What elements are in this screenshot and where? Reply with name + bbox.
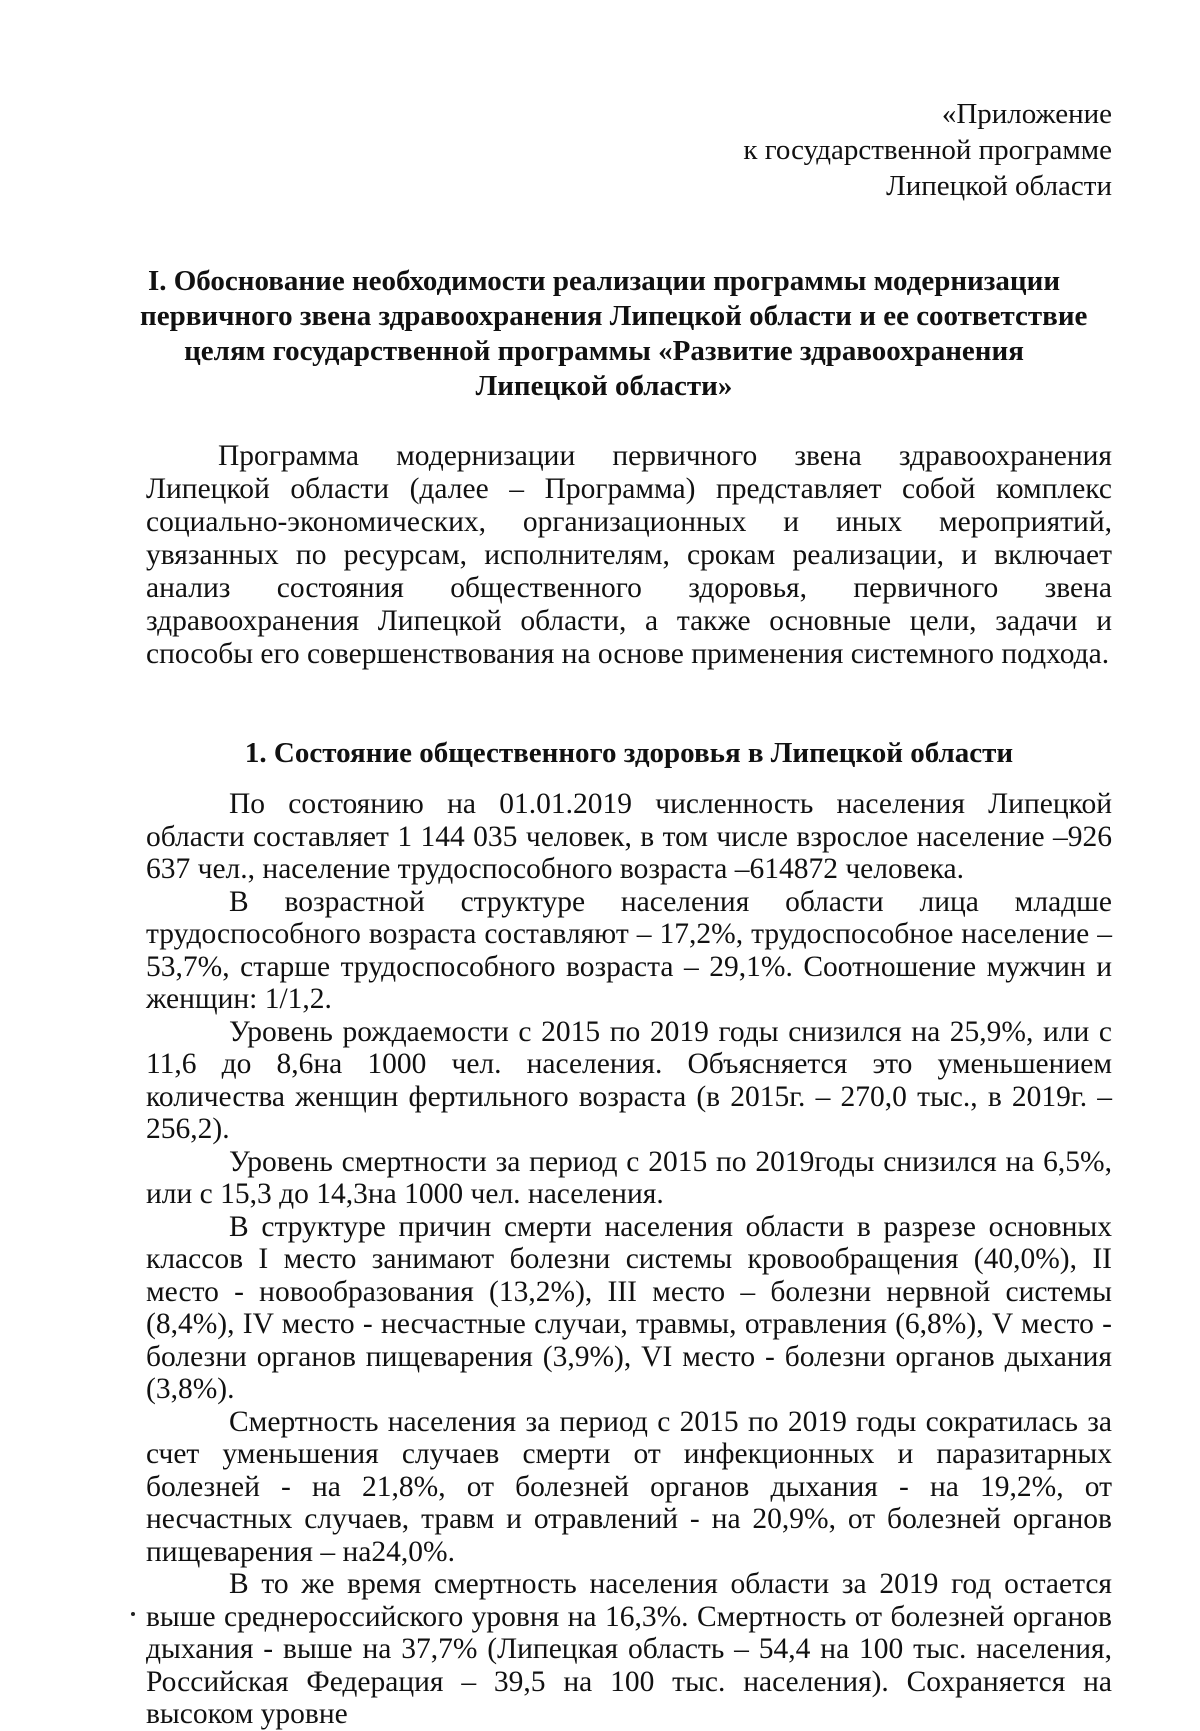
paragraph-age-structure: В возрастной структуре населения области лица младше трудоспособного возраста составляют – 17,2%, трудоспособное население – 53,7%, старше трудоспособного возраста – 29,1%. Соотношение мужчин и женщин: 1/1,2. — [146, 885, 1112, 1015]
paragraph-death-causes: В структуре причин смерти населения области в разрезе основных классов I место занимают болезни системы кровообращения (40,0%), II место - новообразования (13,2%), III место – болезни нервной системы (8,4%), IV место - несчастные случаи, травмы, отравления (6,8%), V место - болезни органов пищеварения (3,9%), VI место - болезни органов дыхания (3,8%). — [146, 1210, 1112, 1405]
section-title-line-2: первичного звена здравоохранения Липецкой области и ее соответствие — [140, 300, 1088, 332]
section-title-line-1: I. Обоснование необходимости реализации программы модернизации — [147, 265, 1061, 297]
section-title-line-3: целям государственной программы «Развитие здравоохранения — [184, 335, 1024, 367]
annex-line-2: к государственной программе — [743, 134, 1112, 166]
paragraph-mortality-comparison: В то же время смертность населения области за 2019 год остается выше среднероссийского уровня на 16,3%. Смертность от болезней органов дыхания - выше на 37,7% (Липецкая область – 54,4 на 100 тыс. населения, Российская Федерация – 39,5 на 100 тыс. населения). Сохраняется на высоком уровне — [146, 1568, 1112, 1730]
paragraph-population: По состоянию на 01.01.2019 численность населения Липецкой области составляет 1 144 035 человек, в том числе взрослое население –926 637 чел., население трудоспособного возраста –614872 человека. — [146, 788, 1112, 885]
annex-line-3: Липецкой области — [886, 170, 1112, 202]
paragraph-mortality-rate: Уровень смертности за период с 2015 по 2019годы снизился на 6,5%, или с 15,3 до 14,3на 1000 чел. населения. — [146, 1145, 1112, 1210]
section-title-line-4: Липецкой области» — [475, 370, 733, 402]
scan-artifact-dot — [131, 1612, 135, 1616]
subsection-title: 1. Состояние общественного здоровья в Липецкой области — [244, 737, 1014, 769]
body-text — [146, 788, 1112, 1731]
paragraph-birth-rate: Уровень рождаемости с 2015 по 2019 годы снизился на 25,9%, или с 11,6 до 8,6на 1000 чел. населения. Объясняется это уменьшением количества женщин фертильного возраста (в 2015г. – 270,0 тыс., в 2019г. – 256,2). — [146, 1015, 1112, 1145]
paragraph-mortality-reduction: Смертность населения за период с 2015 по 2019 годы сократилась за счет уменьшения случаев смерти от инфекционных и паразитарных болезней - на 21,8%, от болезней органов дыхания - на 19,2%, от несчастных случаев, травм и отравлений - на 20,9%, от болезней органов пищеварения – на24,0%. — [146, 1405, 1112, 1568]
annex-header — [743, 96, 1112, 204]
intro-paragraph: Программа модернизации первичного звена здравоохранения Липецкой области (далее – Программа) представляет собой комплекс социально-экономических, организационных и иных мероприятий, увязанных по ресурсам, исполнителям, срокам реализации, и включает анализ состояния общественного здоровья, первичного звена здравоохранения Липецкой области, а также основные цели, задачи и способы его совершенствования на основе применения системного подхода. — [146, 440, 1112, 670]
section-title — [140, 264, 1088, 404]
annex-line-1: «Приложение — [941, 98, 1112, 130]
